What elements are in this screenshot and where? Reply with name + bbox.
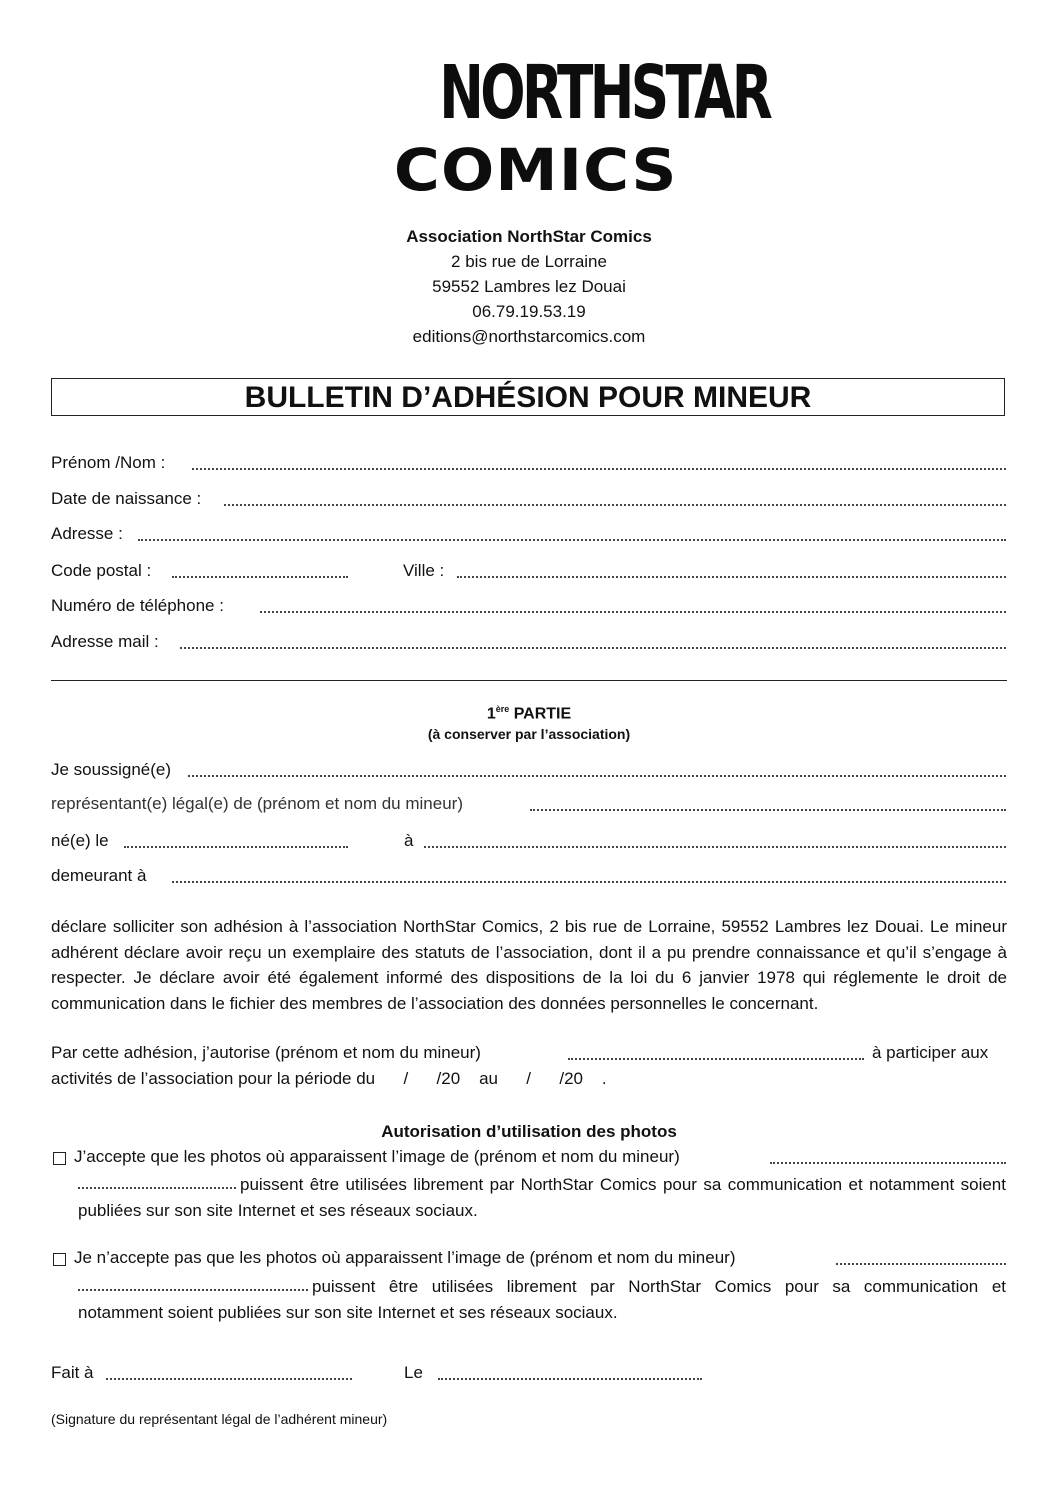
refuse-minor-name-field[interactable] bbox=[836, 1263, 1006, 1265]
authorized-minor-field[interactable] bbox=[568, 1058, 864, 1060]
declaration-text: déclare solliciter son adhésion à l’association NorthStar Comics, 2 bis rue de Lorraine, 59552 Lambres lez Douai. Le mineur adhérent déclare avoir reçu un exemplaire des statuts de l’association, dont il a pu prendre connaissance et qu’il s’engage à respecter. Je déclare avoir été également informé des dispositions de la loi du 6 janvier 1978 qui réglemente le droit de communication dans le fichier des membres de l’association des données personnelles le concernant. bbox=[51, 917, 1007, 1013]
label-autorise: Par cette adhésion, j’autorise (prénom et nom du mineur) bbox=[51, 1043, 481, 1062]
photos-title: Autorisation d’utilisation des photos bbox=[381, 1122, 677, 1141]
field-label-phone: Numéro de téléphone : bbox=[51, 596, 224, 615]
email-field[interactable] bbox=[180, 647, 1006, 649]
northstar-logo bbox=[393, 50, 770, 204]
part-number: 1 bbox=[486, 705, 496, 723]
residence-field[interactable] bbox=[172, 881, 1006, 883]
date-field[interactable] bbox=[438, 1378, 702, 1380]
birthdate-field[interactable] bbox=[224, 504, 1006, 506]
label-fait-a: Fait à bbox=[51, 1363, 94, 1382]
city-field[interactable] bbox=[457, 576, 1006, 578]
label-participer: à participer aux bbox=[872, 1043, 989, 1062]
accept-minor-name-field[interactable] bbox=[770, 1162, 1006, 1164]
soussigne-field[interactable] bbox=[188, 775, 1006, 777]
section-divider bbox=[51, 680, 1007, 681]
refuse-checkbox[interactable] bbox=[53, 1253, 66, 1266]
field-label-name: Prénom /Nom : bbox=[51, 453, 166, 472]
label-le: Le bbox=[404, 1363, 423, 1382]
address-street: 2 bis rue de Lorraine bbox=[451, 252, 607, 271]
label-a: à bbox=[404, 831, 414, 850]
part-title bbox=[0, 704, 1058, 723]
label-representant: représentant(e) légal(e) de (prénom et nom du mineur) bbox=[51, 794, 463, 813]
minor-name-field[interactable] bbox=[530, 809, 1006, 811]
address-phone: 06.79.19.53.19 bbox=[472, 302, 586, 321]
place-field[interactable] bbox=[106, 1378, 352, 1380]
form-title: BULLETIN D’ADHÉSION POUR MINEUR bbox=[51, 378, 1005, 416]
field-label-address: Adresse : bbox=[51, 524, 123, 543]
part-subtitle: (à conserver par l’association) bbox=[427, 726, 631, 742]
label-soussigne: Je soussigné(e) bbox=[51, 760, 172, 779]
signature-note: (Signature du représentant légal de l’adhérent mineur) bbox=[51, 1411, 388, 1427]
address-city: 59552 Lambres lez Douai bbox=[432, 277, 626, 296]
field-label-birthdate: Date de naissance : bbox=[51, 489, 202, 508]
logo-line-1: NORTHSTAR bbox=[439, 50, 770, 136]
address-field[interactable] bbox=[138, 539, 1006, 541]
accept-text-end: puissent être utilisées librement par NorthStar Comics pour sa communication et notamment soient publiées sur son site Internet et ses réseaux sociaux. bbox=[78, 1175, 1006, 1220]
association-address bbox=[0, 224, 1058, 349]
accept-checkbox[interactable] bbox=[53, 1152, 66, 1165]
birthplace-field[interactable] bbox=[424, 846, 1006, 848]
part-label: PARTIE bbox=[513, 705, 572, 723]
accept-text-start: J’accepte que les photos où apparaissent l’image de (prénom et nom du mineur) bbox=[74, 1147, 680, 1166]
refuse-text-end: puissent être utilisées librement par NorthStar Comics pour sa communication et notamment soient publiées sur son site Internet et ses réseaux sociaux. bbox=[78, 1277, 1006, 1322]
refuse-text-start: Je n’accepte pas que les photos où apparaissent l’image de (prénom et nom du mineur) bbox=[74, 1248, 736, 1267]
field-label-email: Adresse mail : bbox=[51, 632, 159, 651]
phone-field[interactable] bbox=[260, 611, 1006, 613]
birthdate-minor-field[interactable] bbox=[124, 846, 348, 848]
field-label-city: Ville : bbox=[403, 561, 445, 580]
postal-code-field[interactable] bbox=[172, 576, 348, 578]
name-field[interactable] bbox=[192, 468, 1006, 470]
logo-line-2: COMICS bbox=[393, 136, 678, 204]
label-ne-le: né(e) le bbox=[51, 831, 109, 850]
label-demeurant: demeurant à bbox=[51, 866, 147, 885]
address-email: editions@northstarcomics.com bbox=[412, 327, 646, 346]
part-superscript: ère bbox=[495, 704, 510, 714]
period-line: activités de l’association pour la période du / /20 au / /20 . bbox=[51, 1069, 607, 1088]
field-label-postal: Code postal : bbox=[51, 561, 152, 580]
association-name: Association NorthStar Comics bbox=[406, 227, 652, 246]
